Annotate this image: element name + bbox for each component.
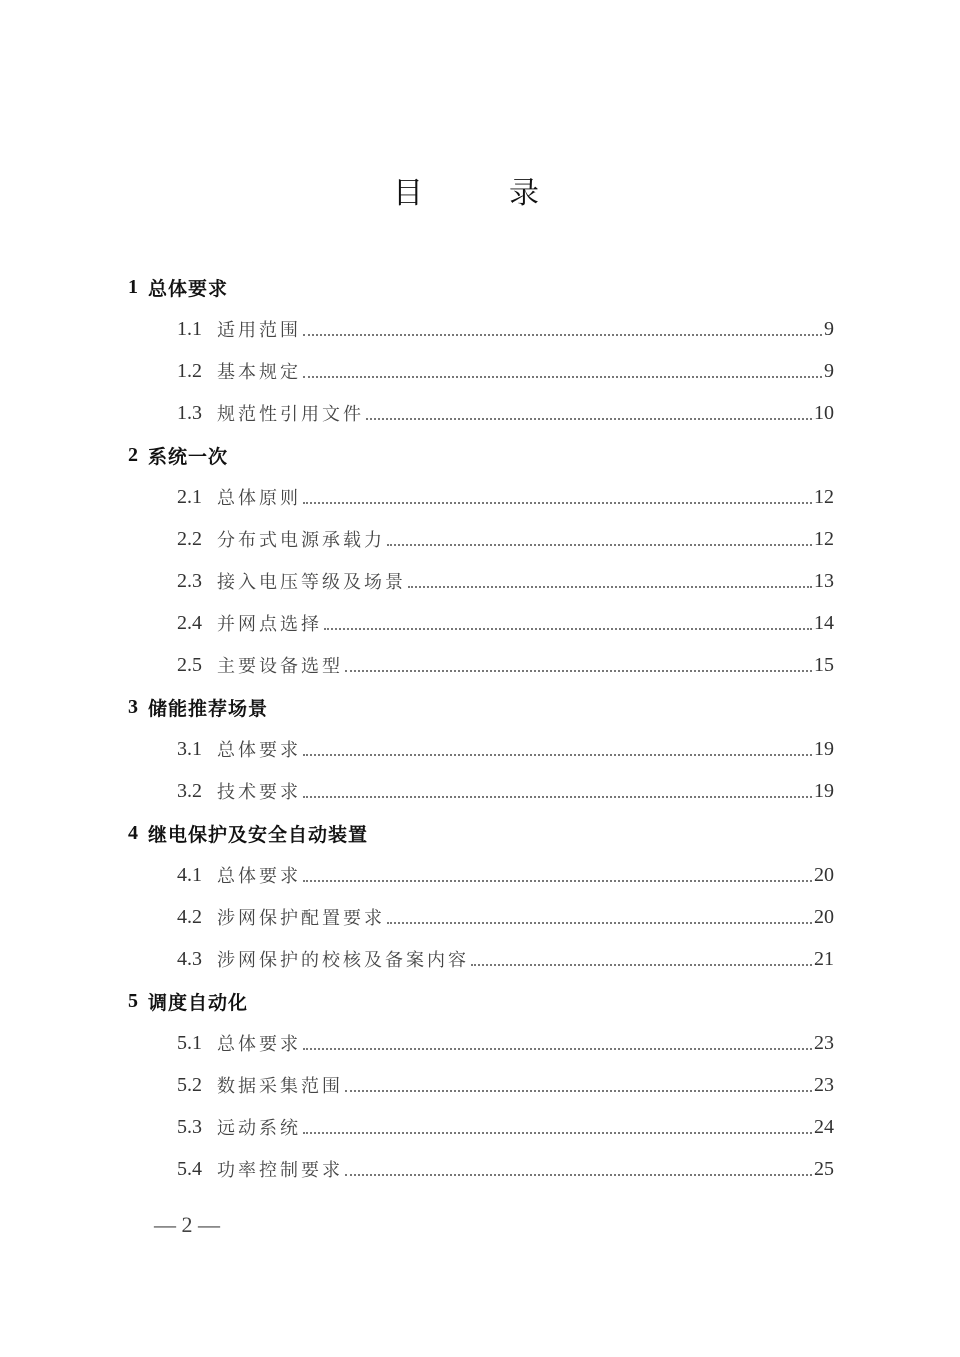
section-title: 总体要求 xyxy=(217,1034,301,1055)
toc-section[interactable] xyxy=(128,728,834,770)
section-number: 5.4 xyxy=(177,1157,202,1180)
section-number: 2.5 xyxy=(177,653,202,676)
section-number: 5.3 xyxy=(177,1115,202,1138)
section-title: 主要设备选型 xyxy=(217,656,343,677)
page-title: 目 录 xyxy=(393,176,567,211)
toc-section[interactable] xyxy=(128,560,834,602)
chapter-number: 3 xyxy=(128,695,138,718)
section-title: 规范性引用文件 xyxy=(217,404,364,425)
dot-leader xyxy=(303,376,822,378)
section-number: 5.1 xyxy=(177,1031,202,1054)
dot-leader xyxy=(303,1132,812,1134)
chapter-number: 1 xyxy=(128,275,138,298)
section-number: 2.4 xyxy=(177,611,202,634)
toc-section[interactable] xyxy=(128,644,834,686)
toc-section[interactable] xyxy=(128,1148,834,1190)
dot-leader xyxy=(303,754,812,756)
section-page: 20 xyxy=(814,863,834,886)
dot-leader xyxy=(471,964,812,966)
toc-chapter[interactable] xyxy=(128,812,834,854)
section-title: 接入电压等级及场景 xyxy=(217,572,406,593)
section-title: 远动系统 xyxy=(217,1118,301,1139)
chapter-title: 总体要求 xyxy=(148,277,229,300)
section-page: 19 xyxy=(814,779,834,802)
section-page: 14 xyxy=(814,611,834,634)
chapter-title: 调度自动化 xyxy=(148,991,249,1014)
dot-leader xyxy=(387,544,812,546)
section-page: 9 xyxy=(824,359,834,382)
section-number: 4.3 xyxy=(177,947,202,970)
table-of-contents xyxy=(128,266,834,1190)
dot-leader xyxy=(366,418,812,420)
chapter-title: 储能推荐场景 xyxy=(148,697,269,720)
dot-leader xyxy=(303,796,812,798)
section-number: 4.1 xyxy=(177,863,202,886)
section-page: 12 xyxy=(814,485,834,508)
toc-chapter[interactable] xyxy=(128,686,834,728)
section-title: 功率控制要求 xyxy=(217,1160,343,1181)
toc-section[interactable] xyxy=(128,1106,834,1148)
dot-leader xyxy=(345,1090,812,1092)
section-page: 23 xyxy=(814,1031,834,1054)
dot-leader xyxy=(303,334,822,336)
section-page: 25 xyxy=(814,1157,834,1180)
toc-section[interactable] xyxy=(128,392,834,434)
section-page: 9 xyxy=(824,317,834,340)
toc-section[interactable] xyxy=(128,308,834,350)
chapter-number: 2 xyxy=(128,443,138,466)
section-number: 1.3 xyxy=(177,401,202,424)
toc-section[interactable] xyxy=(128,896,834,938)
dot-leader xyxy=(345,670,812,672)
toc-section[interactable] xyxy=(128,602,834,644)
toc-section[interactable] xyxy=(128,770,834,812)
toc-chapter[interactable] xyxy=(128,434,834,476)
dot-leader xyxy=(303,880,812,882)
toc-section[interactable] xyxy=(128,350,834,392)
section-page: 13 xyxy=(814,569,834,592)
section-page: 24 xyxy=(814,1115,834,1138)
section-page: 20 xyxy=(814,905,834,928)
chapter-number: 5 xyxy=(128,989,138,1012)
section-number: 3.1 xyxy=(177,737,202,760)
chapter-number: 4 xyxy=(128,821,138,844)
section-number: 1.2 xyxy=(177,359,202,382)
dot-leader xyxy=(324,628,812,630)
dot-leader xyxy=(303,502,812,504)
toc-chapter[interactable] xyxy=(128,980,834,1022)
section-page: 15 xyxy=(814,653,834,676)
section-title: 涉网保护的校核及备案内容 xyxy=(217,950,469,971)
toc-section[interactable] xyxy=(128,1022,834,1064)
section-page: 19 xyxy=(814,737,834,760)
toc-section[interactable] xyxy=(128,938,834,980)
dot-leader xyxy=(345,1174,812,1176)
toc-section[interactable] xyxy=(128,1064,834,1106)
section-number: 4.2 xyxy=(177,905,202,928)
toc-chapter[interactable] xyxy=(128,266,834,308)
section-page: 12 xyxy=(814,527,834,550)
section-number: 2.3 xyxy=(177,569,202,592)
section-title: 并网点选择 xyxy=(217,614,322,635)
section-title: 基本规定 xyxy=(217,362,301,383)
section-number: 3.2 xyxy=(177,779,202,802)
section-title: 总体原则 xyxy=(217,488,301,509)
section-title: 总体要求 xyxy=(217,866,301,887)
section-title: 适用范围 xyxy=(217,320,301,341)
section-page: 23 xyxy=(814,1073,834,1096)
section-page: 10 xyxy=(814,401,834,424)
section-number: 5.2 xyxy=(177,1073,202,1096)
toc-section[interactable] xyxy=(128,518,834,560)
dot-leader xyxy=(303,1048,812,1050)
dot-leader xyxy=(387,922,812,924)
section-number: 2.1 xyxy=(177,485,202,508)
section-title: 分布式电源承载力 xyxy=(217,530,385,551)
page-number: — 2 — xyxy=(154,1212,220,1237)
toc-section[interactable] xyxy=(128,476,834,518)
section-number: 1.1 xyxy=(177,317,202,340)
dot-leader xyxy=(408,586,812,588)
section-title: 涉网保护配置要求 xyxy=(217,908,385,929)
toc-section[interactable] xyxy=(128,854,834,896)
section-title: 总体要求 xyxy=(217,740,301,761)
section-title: 数据采集范围 xyxy=(217,1076,343,1097)
section-page: 21 xyxy=(814,947,834,970)
chapter-title: 继电保护及安全自动装置 xyxy=(148,823,369,846)
section-number: 2.2 xyxy=(177,527,202,550)
section-title: 技术要求 xyxy=(217,782,301,803)
chapter-title: 系统一次 xyxy=(148,445,229,468)
